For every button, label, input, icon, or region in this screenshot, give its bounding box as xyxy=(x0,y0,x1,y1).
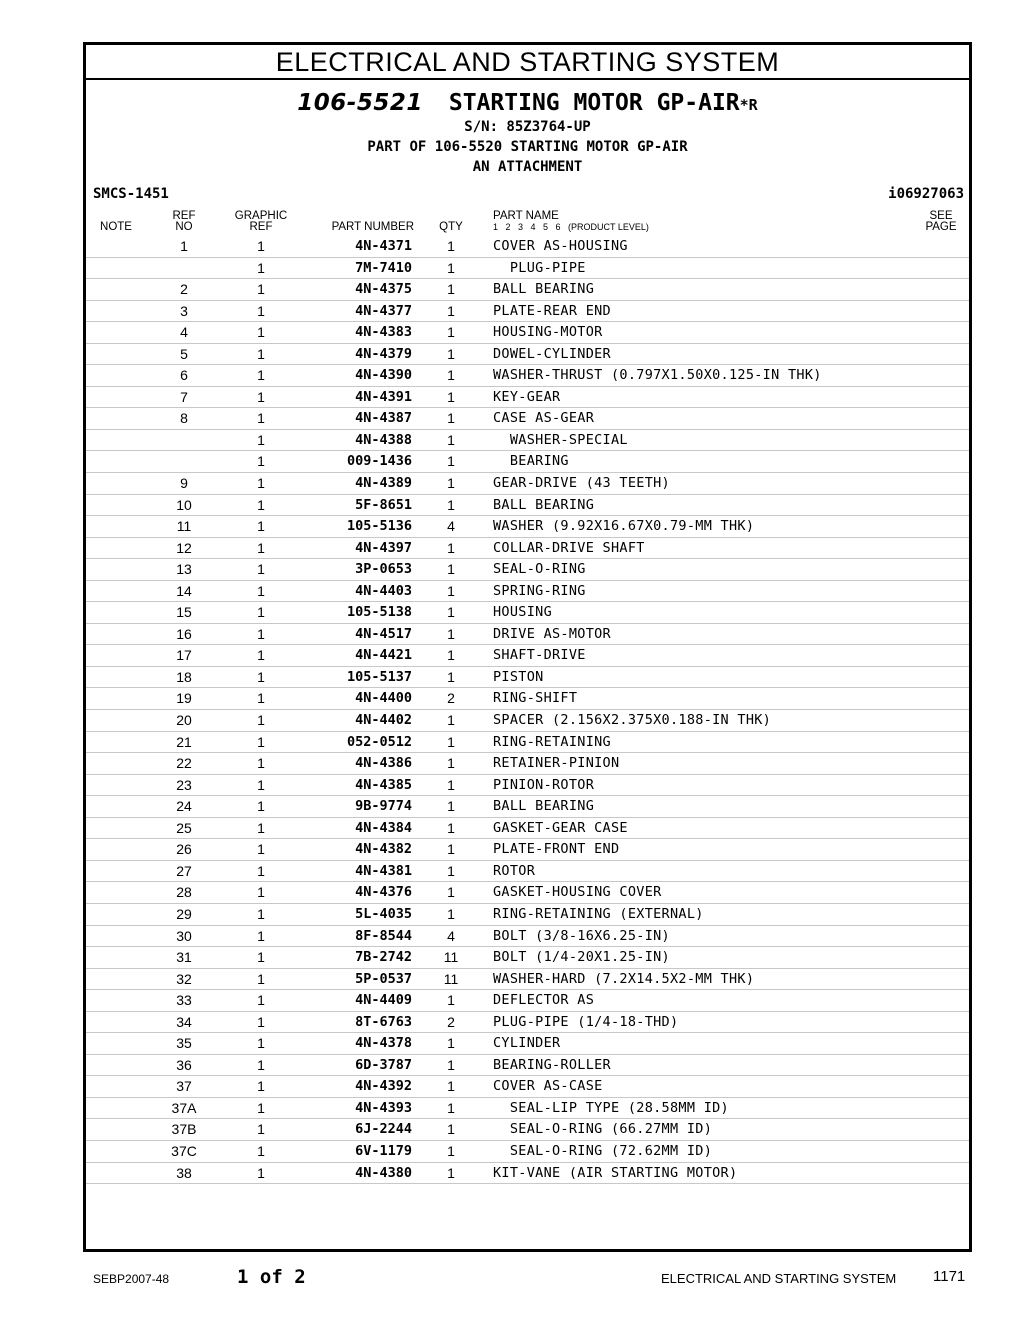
table-row xyxy=(86,408,969,430)
part-number-cell: 4N-4386 xyxy=(355,755,412,772)
graphic-ref-cell: 1 xyxy=(257,970,265,987)
table-row xyxy=(86,1163,969,1185)
part-number-cell: 4N-4409 xyxy=(355,992,412,1009)
graphic-ref-cell: 1 xyxy=(257,1035,265,1052)
graphic-ref-cell: 1 xyxy=(257,1013,265,1030)
part-name-cell: SEAL-O-RING (72.62MM ID) xyxy=(493,1142,713,1159)
ref-no-cell: 37C xyxy=(171,1142,197,1159)
ref-no-cell: 24 xyxy=(176,798,192,815)
graphic-ref-cell: 1 xyxy=(257,604,265,621)
graphic-ref-cell: 1 xyxy=(257,647,265,664)
graphic-ref-cell: 1 xyxy=(257,518,265,535)
table-row xyxy=(86,581,969,603)
qty-cell: 1 xyxy=(447,668,455,685)
graphic-ref-cell: 1 xyxy=(257,259,265,276)
table-row xyxy=(86,1098,969,1120)
ref-no-cell: 32 xyxy=(176,970,192,987)
part-name-cell: WASHER-HARD (7.2X14.5X2-MM THK) xyxy=(493,970,755,987)
ref-no-cell: 26 xyxy=(176,841,192,858)
graphic-ref-cell: 1 xyxy=(257,625,265,642)
graphic-ref-cell: 1 xyxy=(257,690,265,707)
part-name-cell: BEARING-ROLLER xyxy=(493,1056,611,1073)
group-number: 106-5521 xyxy=(297,90,423,116)
graphic-ref-cell: 1 xyxy=(257,668,265,685)
ref-no-cell: 9 xyxy=(180,475,188,492)
part-name-cell: SHAFT-DRIVE xyxy=(493,647,586,664)
graphic-ref-cell: 1 xyxy=(257,992,265,1009)
ref-no-cell: 33 xyxy=(176,992,192,1009)
table-row xyxy=(86,322,969,344)
qty-cell: 1 xyxy=(447,1164,455,1181)
table-row xyxy=(86,451,969,473)
col-product-level: 1 2 3 4 5 6 (PRODUCT LEVEL) xyxy=(493,222,649,232)
part-number-cell: 4N-4385 xyxy=(355,776,412,793)
part-number-cell: 6V-1179 xyxy=(355,1142,412,1159)
graphic-ref-cell: 1 xyxy=(257,238,265,254)
ref-no-cell: 30 xyxy=(176,927,192,944)
part-name-cell: WASHER-SPECIAL xyxy=(493,431,628,448)
illustration-id: i06927063 xyxy=(888,186,964,202)
part-name-cell: SPACER (2.156X2.375X0.188-IN THK) xyxy=(493,712,772,729)
qty-cell: 1 xyxy=(447,259,455,276)
graphic-ref-cell: 1 xyxy=(257,733,265,750)
document-code: SEBP2007-48 xyxy=(93,1272,170,1286)
qty-cell: 1 xyxy=(447,345,455,362)
qty-cell: 1 xyxy=(447,841,455,858)
graphic-ref-cell: 1 xyxy=(257,862,265,879)
smcs-code: SMCS-1451 xyxy=(93,186,169,202)
table-row xyxy=(86,516,969,538)
ref-no-cell: 37A xyxy=(171,1099,197,1116)
part-name-cell: ROTOR xyxy=(493,862,536,879)
table-row xyxy=(86,882,969,904)
part-number-cell: 4N-4384 xyxy=(355,819,412,836)
part-number-cell: 052-0512 xyxy=(346,733,412,750)
graphic-ref-cell: 1 xyxy=(257,345,265,362)
ref-no-cell: 31 xyxy=(176,949,192,966)
ref-no-cell: 1 xyxy=(180,238,188,254)
graphic-ref-cell: 1 xyxy=(257,367,265,384)
ref-no-cell: 29 xyxy=(176,905,192,922)
graphic-ref-cell: 1 xyxy=(257,927,265,944)
part-number-cell: 5F-8651 xyxy=(355,496,412,513)
table-row xyxy=(86,624,969,646)
graphic-ref-cell: 1 xyxy=(257,1164,265,1181)
qty-cell: 1 xyxy=(447,475,455,492)
graphic-ref-cell: 1 xyxy=(257,1078,265,1095)
qty-cell: 2 xyxy=(447,1013,455,1030)
part-name-cell: PINION-ROTOR xyxy=(493,776,595,793)
table-row xyxy=(86,602,969,624)
part-number-cell: 4N-4393 xyxy=(355,1099,412,1116)
part-name-cell: DRIVE AS-MOTOR xyxy=(493,625,611,642)
part-number-cell: 4N-4377 xyxy=(355,302,412,319)
ref-no-cell: 25 xyxy=(176,819,192,836)
qty-cell: 2 xyxy=(447,690,455,707)
ref-no-cell: 35 xyxy=(176,1035,192,1052)
ref-no-cell: 7 xyxy=(180,388,188,405)
ref-no-cell: 28 xyxy=(176,884,192,901)
graphic-ref-cell: 1 xyxy=(257,1056,265,1073)
part-name-cell: SEAL-LIP TYPE (28.58MM ID) xyxy=(493,1099,729,1116)
graphic-ref-cell: 1 xyxy=(257,819,265,836)
part-name-cell: HOUSING-MOTOR xyxy=(493,324,603,341)
graphic-ref-cell: 1 xyxy=(257,388,265,405)
part-name-cell: BOLT (3/8-16X6.25-IN) xyxy=(493,927,670,944)
ref-no-cell: 20 xyxy=(176,712,192,729)
part-name-cell: GASKET-GEAR CASE xyxy=(493,819,628,836)
table-row xyxy=(86,818,969,840)
part-number-cell: 4N-4381 xyxy=(355,862,412,879)
part-number-cell: 8F-8544 xyxy=(355,927,412,944)
part-number-cell: 4N-4378 xyxy=(355,1035,412,1052)
part-name-cell: WASHER (9.92X16.67X0.79-MM THK) xyxy=(493,518,755,535)
ref-no-cell: 38 xyxy=(176,1164,192,1181)
part-number-cell: 4N-4391 xyxy=(355,388,412,405)
ref-no-cell: 37 xyxy=(176,1078,192,1095)
table-row xyxy=(86,387,969,409)
part-number-cell: 3P-0653 xyxy=(355,561,412,578)
part-number-cell: 4N-4382 xyxy=(355,841,412,858)
col-ref-line1: REF xyxy=(172,210,196,222)
part-name-cell: CYLINDER xyxy=(493,1035,561,1052)
qty-cell: 1 xyxy=(447,281,455,298)
qty-cell: 1 xyxy=(447,367,455,384)
part-number-cell: 4N-4403 xyxy=(355,582,412,599)
part-number-cell: 4N-4389 xyxy=(355,475,412,492)
ref-no-cell: 6 xyxy=(180,367,188,384)
ref-no-cell: 22 xyxy=(176,755,192,772)
table-row xyxy=(86,732,969,754)
table-row xyxy=(86,538,969,560)
qty-cell: 1 xyxy=(447,905,455,922)
footer-section-title: ELECTRICAL AND STARTING SYSTEM xyxy=(661,1271,897,1286)
part-name-cell: GEAR-DRIVE (43 TEETH) xyxy=(493,475,670,492)
table-row xyxy=(86,236,969,258)
part-name-cell: BALL BEARING xyxy=(493,798,595,815)
graphic-ref-cell: 1 xyxy=(257,453,265,470)
qty-cell: 1 xyxy=(447,776,455,793)
table-row xyxy=(86,1012,969,1034)
qty-cell: 1 xyxy=(447,712,455,729)
col-graphic-line2: REF xyxy=(249,221,273,233)
part-name-cell: PLATE-REAR END xyxy=(493,302,611,319)
graphic-ref-cell: 1 xyxy=(257,755,265,772)
ref-no-cell: 3 xyxy=(180,302,188,319)
part-number-cell: 5P-0537 xyxy=(355,970,412,987)
qty-cell: 1 xyxy=(447,1142,455,1159)
table-row xyxy=(86,1119,969,1141)
qty-cell: 1 xyxy=(447,862,455,879)
part-number-cell: 4N-4379 xyxy=(355,345,412,362)
part-number-cell: 4N-4376 xyxy=(355,884,412,901)
table-row xyxy=(86,947,969,969)
graphic-ref-cell: 1 xyxy=(257,410,265,427)
graphic-ref-cell: 1 xyxy=(257,539,265,556)
graphic-ref-cell: 1 xyxy=(257,798,265,815)
graphic-ref-cell: 1 xyxy=(257,1121,265,1138)
col-see-line2: PAGE xyxy=(925,221,957,233)
graphic-ref-cell: 1 xyxy=(257,582,265,599)
part-name-cell: PISTON xyxy=(493,668,544,685)
qty-cell: 1 xyxy=(447,625,455,642)
part-name-cell: SEAL-O-RING (66.27MM ID) xyxy=(493,1121,713,1138)
graphic-ref-cell: 1 xyxy=(257,431,265,448)
ref-no-cell: 37B xyxy=(171,1121,197,1138)
qty-cell: 1 xyxy=(447,324,455,341)
qty-cell: 1 xyxy=(447,1099,455,1116)
qty-cell: 1 xyxy=(447,561,455,578)
table-row xyxy=(86,1076,969,1098)
part-name-cell: BEARING xyxy=(493,453,569,470)
col-qty: QTY xyxy=(439,221,463,233)
graphic-ref-cell: 1 xyxy=(257,776,265,793)
page-number: 1171 xyxy=(933,1268,966,1285)
graphic-ref-cell: 1 xyxy=(257,324,265,341)
part-name-cell: COVER AS-HOUSING xyxy=(493,238,628,254)
graphic-ref-cell: 1 xyxy=(257,281,265,298)
part-number-cell: 105-5137 xyxy=(346,668,412,685)
qty-cell: 1 xyxy=(447,410,455,427)
part-number-cell: 009-1436 xyxy=(346,453,412,470)
ref-no-cell: 17 xyxy=(176,647,192,664)
graphic-ref-cell: 1 xyxy=(257,561,265,578)
ref-no-cell: 19 xyxy=(176,690,192,707)
graphic-ref-cell: 1 xyxy=(257,949,265,966)
ref-no-cell: 16 xyxy=(176,625,192,642)
part-name-cell: RING-SHIFT xyxy=(493,690,578,707)
part-number-cell: 105-5136 xyxy=(346,518,412,535)
part-name-cell: KEY-GEAR xyxy=(493,388,561,405)
qty-cell: 1 xyxy=(447,1056,455,1073)
table-row xyxy=(86,495,969,517)
part-name-cell: KIT-VANE (AIR STARTING MOTOR) xyxy=(493,1164,738,1181)
qty-cell: 1 xyxy=(447,539,455,556)
qty-cell: 4 xyxy=(447,518,455,535)
part-number-cell: 4N-4375 xyxy=(355,281,412,298)
part-number-cell: 4N-4517 xyxy=(355,625,412,642)
part-name-cell: PLUG-PIPE xyxy=(493,259,586,276)
ref-no-cell: 18 xyxy=(176,668,192,685)
part-name-cell: BALL BEARING xyxy=(493,281,595,298)
part-number-cell: 6D-3787 xyxy=(355,1056,412,1073)
part-name-cell: SPRING-RING xyxy=(493,582,586,599)
qty-cell: 1 xyxy=(447,755,455,772)
part-number-cell: 4N-4390 xyxy=(355,367,412,384)
table-row xyxy=(86,559,969,581)
col-part-name: PART NAME xyxy=(493,210,559,222)
table-row xyxy=(86,839,969,861)
ref-no-cell: 2 xyxy=(180,281,188,298)
table-row xyxy=(86,473,969,495)
ref-no-cell: 14 xyxy=(176,582,192,599)
part-number-cell: 4N-4421 xyxy=(355,647,412,664)
ref-no-cell: 8 xyxy=(180,410,188,427)
qty-cell: 1 xyxy=(447,431,455,448)
serial-number: S/N: 85Z3764-UP xyxy=(464,119,591,135)
qty-cell: 1 xyxy=(447,1078,455,1095)
graphic-ref-cell: 1 xyxy=(257,841,265,858)
col-see-line1: SEE xyxy=(929,210,953,222)
table-row xyxy=(86,279,969,301)
table-row xyxy=(86,258,969,280)
graphic-ref-cell: 1 xyxy=(257,1142,265,1159)
table-row xyxy=(86,753,969,775)
ref-no-cell: 36 xyxy=(176,1056,192,1073)
table-row xyxy=(86,365,969,387)
graphic-ref-cell: 1 xyxy=(257,884,265,901)
group-heading xyxy=(86,89,969,119)
graphic-ref-cell: 1 xyxy=(257,475,265,492)
ref-no-cell: 23 xyxy=(176,776,192,793)
table-row xyxy=(86,301,969,323)
part-number-cell: 4N-4402 xyxy=(355,712,412,729)
table-row xyxy=(86,861,969,883)
ref-no-cell: 11 xyxy=(176,518,192,535)
col-ref-line2: NO xyxy=(175,221,193,233)
table-row xyxy=(86,710,969,732)
part-name-cell: PLATE-FRONT END xyxy=(493,841,620,858)
part-name-cell: DOWEL-CYLINDER xyxy=(493,345,611,362)
graphic-ref-cell: 1 xyxy=(257,496,265,513)
parts-table xyxy=(86,236,969,1184)
part-number-cell: 4N-4387 xyxy=(355,410,412,427)
table-row xyxy=(86,344,969,366)
attachment-line: AN ATTACHMENT xyxy=(472,159,583,175)
qty-cell: 1 xyxy=(447,884,455,901)
col-part-number: PART NUMBER xyxy=(331,221,414,233)
ref-no-cell: 4 xyxy=(180,324,188,341)
part-number-cell: 9B-9774 xyxy=(355,798,412,815)
table-row xyxy=(86,645,969,667)
qty-cell: 1 xyxy=(447,1035,455,1052)
part-number-cell: 105-5138 xyxy=(346,604,412,621)
qty-cell: 1 xyxy=(447,604,455,621)
part-name-cell: GASKET-HOUSING COVER xyxy=(493,884,662,901)
part-name-cell: RING-RETAINING xyxy=(493,733,611,750)
qty-cell: 1 xyxy=(447,819,455,836)
qty-cell: 1 xyxy=(447,582,455,599)
part-of-line: PART OF 106-5520 STARTING MOTOR GP-AIR xyxy=(367,139,688,155)
graphic-ref-cell: 1 xyxy=(257,905,265,922)
table-row xyxy=(86,926,969,948)
qty-cell: 1 xyxy=(447,388,455,405)
qty-cell: 4 xyxy=(447,927,455,944)
ref-no-cell: 13 xyxy=(176,561,192,578)
ref-no-cell: 15 xyxy=(176,604,192,621)
part-number-cell: 7B-2742 xyxy=(355,949,412,966)
group-suffix: *R xyxy=(739,96,758,114)
qty-cell: 1 xyxy=(447,798,455,815)
part-number-cell: 4N-4400 xyxy=(355,690,412,707)
qty-cell: 11 xyxy=(443,970,459,987)
ref-no-cell: 34 xyxy=(176,1013,192,1030)
part-name-cell: COVER AS-CASE xyxy=(493,1078,603,1095)
col-graphic-line1: GRAPHIC xyxy=(234,210,288,222)
table-row xyxy=(86,430,969,452)
qty-cell: 1 xyxy=(447,733,455,750)
table-row xyxy=(86,969,969,991)
section-title: ELECTRICAL AND STARTING SYSTEM xyxy=(86,45,969,80)
part-name-cell: RING-RETAINING (EXTERNAL) xyxy=(493,905,704,922)
table-row xyxy=(86,904,969,926)
part-name-cell: HOUSING xyxy=(493,604,552,621)
part-number-cell: 8T-6763 xyxy=(355,1013,412,1030)
part-name-cell: BOLT (1/4-20X1.25-IN) xyxy=(493,949,670,966)
graphic-ref-cell: 1 xyxy=(257,302,265,319)
table-row xyxy=(86,796,969,818)
part-number-cell: 4N-4388 xyxy=(355,431,412,448)
table-row xyxy=(86,1033,969,1055)
ref-no-cell: 5 xyxy=(180,345,188,362)
qty-cell: 1 xyxy=(447,992,455,1009)
part-name-cell: BALL BEARING xyxy=(493,496,595,513)
qty-cell: 1 xyxy=(447,496,455,513)
part-name-cell: DEFLECTOR AS xyxy=(493,992,595,1009)
qty-cell: 11 xyxy=(443,949,459,966)
table-row xyxy=(86,688,969,710)
part-number-cell: 5L-4035 xyxy=(355,905,412,922)
ref-no-cell: 21 xyxy=(176,733,192,750)
graphic-ref-cell: 1 xyxy=(257,1099,265,1116)
qty-cell: 1 xyxy=(447,1121,455,1138)
qty-cell: 1 xyxy=(447,302,455,319)
ref-no-cell: 12 xyxy=(176,539,192,556)
qty-cell: 1 xyxy=(447,647,455,664)
page-of-indicator: 1 of 2 xyxy=(237,1266,306,1288)
part-name-cell: RETAINER-PINION xyxy=(493,755,620,772)
part-number-cell: 7M-7410 xyxy=(355,259,412,276)
part-number-cell: 4N-4397 xyxy=(355,539,412,556)
qty-cell: 1 xyxy=(447,453,455,470)
table-row xyxy=(86,990,969,1012)
part-number-cell: 4N-4383 xyxy=(355,324,412,341)
part-number-cell: 6J-2244 xyxy=(355,1121,412,1138)
table-row xyxy=(86,667,969,689)
part-name-cell: CASE AS-GEAR xyxy=(493,410,595,427)
part-name-cell: COLLAR-DRIVE SHAFT xyxy=(493,539,645,556)
qty-cell: 1 xyxy=(447,238,455,254)
col-note: NOTE xyxy=(100,221,132,233)
part-name-cell: SEAL-O-RING xyxy=(493,561,586,578)
graphic-ref-cell: 1 xyxy=(257,712,265,729)
ref-no-cell: 27 xyxy=(176,862,192,879)
part-number-cell: 4N-4392 xyxy=(355,1078,412,1095)
part-name-cell: WASHER-THRUST (0.797X1.50X0.125-IN THK) xyxy=(493,367,822,384)
part-name-cell: PLUG-PIPE (1/4-18-THD) xyxy=(493,1013,679,1030)
parts-page-frame xyxy=(83,42,972,1252)
part-number-cell: 4N-4380 xyxy=(355,1164,412,1181)
group-name: STARTING MOTOR GP-AIR xyxy=(448,90,740,116)
table-row xyxy=(86,1141,969,1163)
table-row xyxy=(86,775,969,797)
table-row xyxy=(86,1055,969,1077)
part-number-cell: 4N-4371 xyxy=(355,238,412,254)
ref-no-cell: 10 xyxy=(176,496,192,513)
